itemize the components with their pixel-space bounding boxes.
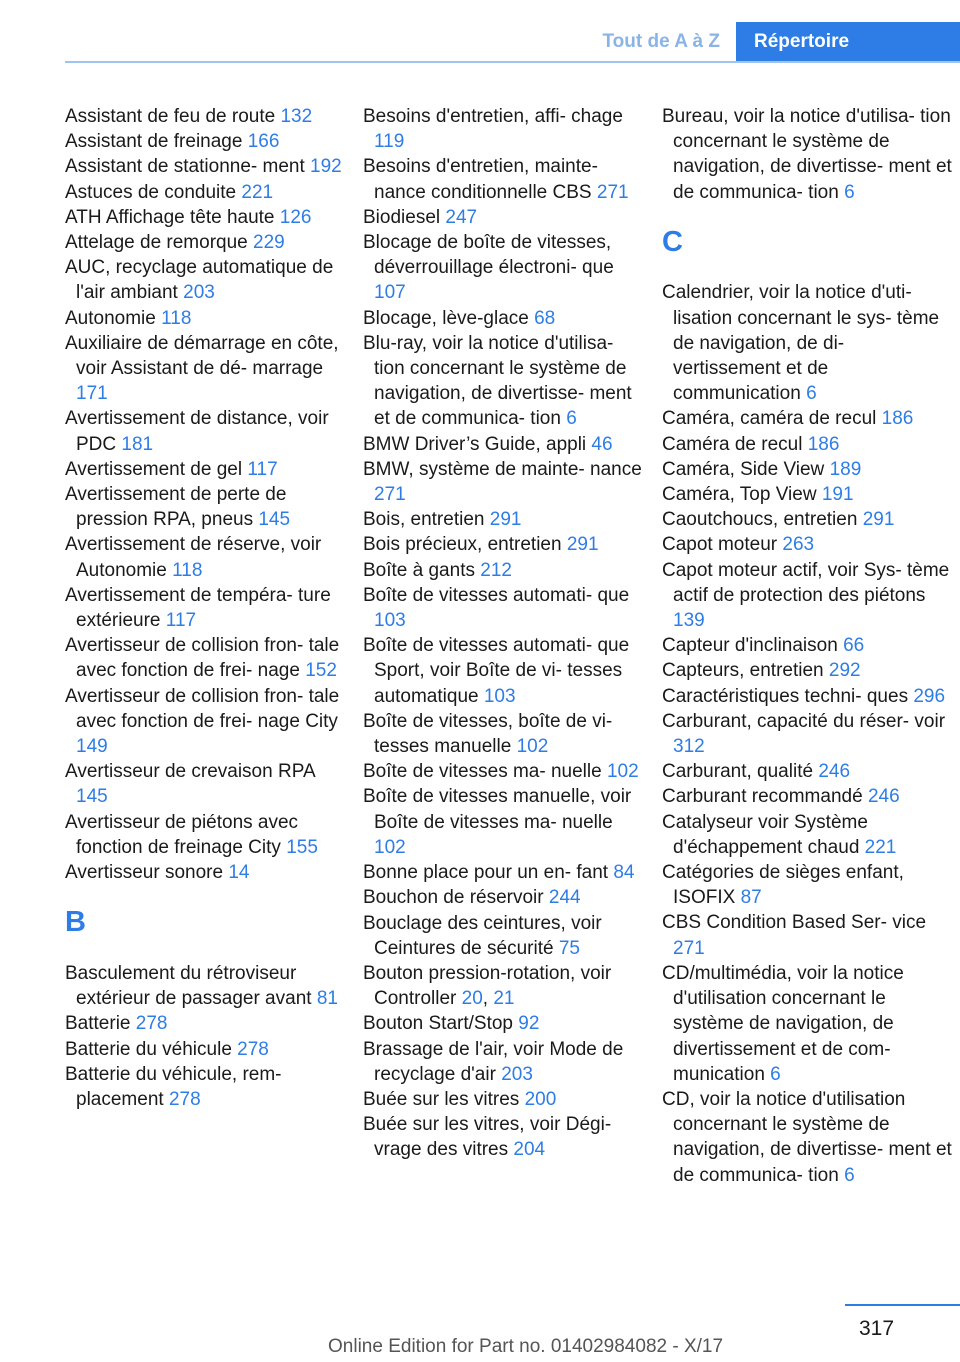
page-reference-link[interactable]: 87	[740, 887, 762, 909]
index-entry-text: Batterie	[65, 1013, 131, 1035]
page-reference-link[interactable]: 92	[518, 1013, 540, 1035]
index-entry-text: Brassage de l'air, voir Mode de recyclage d'air	[363, 1038, 624, 1085]
index-entry-text: Blocage de boîte de vitesses, déverrouillage électroni‐ que	[363, 232, 614, 279]
page-number: 317	[859, 1317, 895, 1340]
index-entry-text: Carburant, qualité	[662, 761, 814, 783]
page-reference-link[interactable]: 46	[591, 433, 613, 455]
index-letter-heading: C	[662, 225, 683, 258]
index-entry	[65, 482, 345, 532]
index-entry	[65, 230, 345, 255]
index-entry	[65, 255, 345, 305]
index-entry	[662, 507, 954, 532]
index-entry	[363, 1112, 643, 1162]
index-entry-text: Bureau, voir la notice d'utilisa‐ tion concernant le système de navigation, de divertisse‐ ment et de communica‐ tion	[662, 106, 952, 203]
index-entry-text: Capot moteur actif, voir Sys‐ tème actif de protection des piétons	[662, 559, 950, 606]
edition-footer: Online Edition for Part no. 01402984082 - X/17	[328, 1336, 724, 1357]
index-entry-text: Assistant de freinage	[65, 131, 243, 153]
page-reference-link[interactable]: 186	[881, 408, 914, 430]
index-entry-text: Caméra, Top View	[662, 484, 817, 506]
page-reference-link[interactable]: 119	[374, 131, 405, 153]
index-entry: Bouton pression-rotation, voir Controller 20, 21	[363, 962, 612, 1010]
page-reference-link[interactable]: 229	[253, 232, 285, 254]
page-reference-link[interactable]: 278	[237, 1038, 269, 1060]
index-entry-text: Avertissement de réserve, voir Autonomie	[65, 534, 322, 581]
index-entry-text: Bois précieux, entretien	[363, 534, 562, 556]
index-entry-text: Biodiesel	[363, 206, 441, 228]
index-entry	[363, 759, 643, 784]
page-reference-link[interactable]: 126	[279, 206, 312, 228]
index-entry	[65, 154, 345, 179]
index-entry-text: Assistant de stationne‐ ment	[65, 156, 305, 178]
index-entry	[363, 432, 643, 457]
index-entry-text: Astuces de conduite	[65, 181, 237, 203]
index-entry	[65, 1011, 345, 1036]
index-entry	[363, 860, 643, 885]
index-entry-text: BMW Driver’s Guide, appli	[363, 433, 587, 455]
index-entry-text: Besoins d'entretien, affi‐ chage	[363, 106, 623, 127]
page-reference-link[interactable]: 212	[480, 559, 512, 581]
index-entry-text: BMW, système de mainte‐ nance	[363, 458, 642, 480]
index-entry	[662, 961, 954, 1087]
index-entry-text: Avertissement de gel	[65, 458, 243, 480]
section-tabs	[586, 22, 960, 62]
page-reference-link[interactable]: 247	[445, 206, 478, 228]
index-entry-text: Blu-ray, voir la notice d'utilisa‐ tion concernant le système de navigation, de divertisse‐ ment et de communica‐ tion	[363, 332, 632, 430]
index-entry	[65, 961, 345, 1011]
page-reference-link[interactable]: 149	[76, 736, 108, 758]
page-reference-link[interactable]: 103	[483, 685, 516, 707]
index-entry-text: Carburant, capacité du réser‐ voir	[662, 710, 946, 732]
index-entry	[363, 583, 643, 633]
index-entry-text: Bouchon de réservoir	[363, 887, 544, 909]
index-entry	[363, 457, 643, 507]
page-reference-link[interactable]: 203	[501, 1063, 533, 1085]
page-reference-link[interactable]: 81	[316, 988, 338, 1010]
index-entry	[363, 784, 643, 860]
index-entry-text: Avertisseur de collision fron‐ tale avec fonction de frei‐ nage City	[65, 685, 340, 732]
index-entry-text: Avertissement de distance, voir PDC	[65, 408, 329, 455]
page-reference-link[interactable]: 291	[566, 534, 599, 556]
page-reference-link[interactable]: 102	[606, 761, 639, 783]
tab-repertoire[interactable]: Répertoire	[736, 22, 960, 62]
index-entry	[363, 1011, 643, 1036]
index-entry-text: CD/multimédia, voir la notice d'utilisation concernant le système de navigation, de divertissement et de com‐ munication	[662, 962, 904, 1085]
index-entry	[363, 633, 643, 709]
index-entry-text: Capot moteur	[662, 534, 778, 556]
index-entry	[662, 104, 954, 205]
index-entry	[363, 154, 643, 204]
index-entry	[65, 406, 345, 456]
index-entry-text: Buée sur les vitres, voir Dégi‐ vrage des vitres	[363, 1114, 612, 1161]
index-entry-text: Blocage, lève-glace	[363, 307, 529, 329]
index-entry-text: Bouton Start/Stop	[363, 1013, 513, 1035]
page-reference-link[interactable]: 181	[121, 433, 154, 455]
index-entry-text: Carburant recommandé	[662, 786, 863, 808]
index-entry-text: Boîte de vitesses manuelle, voir Boîte de vitesses ma‐ nuelle	[363, 786, 632, 833]
index-entry	[65, 104, 345, 129]
index-entry	[662, 280, 954, 406]
index-entry	[363, 558, 643, 583]
page-reference-link[interactable]: 6	[844, 181, 855, 203]
index-entry-text: Boîte de vitesses automati‐ que	[363, 584, 630, 606]
index-entry-text: Autonomie	[65, 307, 156, 329]
index-entry	[363, 911, 643, 961]
index-entry-text: Batterie du véhicule	[65, 1038, 232, 1060]
index-entry	[65, 684, 345, 760]
index-entry	[662, 406, 954, 431]
index-entry	[363, 306, 643, 331]
index-entry-text: Bois, entretien	[363, 509, 485, 531]
index-letter-heading: B	[65, 906, 86, 939]
index-column-2	[363, 104, 643, 1163]
index-entry-text: Boîte à gants	[363, 559, 475, 581]
page-reference-link[interactable]: 152	[305, 660, 337, 682]
index-entry	[65, 532, 345, 582]
page-reference-link[interactable]: 84	[613, 862, 635, 884]
index-entry-text: Avertissement de tempéra‐ ture extérieure	[65, 584, 331, 632]
index-entry-text: Boîte de vitesses automati‐ que Sport, voir Boîte de vi‐ tesses automatique	[363, 635, 630, 707]
index-entry	[65, 810, 345, 860]
index-entry-text: Buée sur les vitres	[363, 1088, 520, 1110]
page-reference-link[interactable]: 278	[168, 1088, 201, 1110]
index-entry-text: Caoutchoucs, entretien	[662, 509, 858, 531]
index-entry-text: CBS Condition Based Ser‐ vice	[662, 912, 927, 934]
index-entry-text: Assistant de feu de route	[65, 106, 276, 127]
index-entry-text: Bonne place pour un en‐ fant	[363, 862, 609, 884]
index-entry-text: Capteur d'inclinaison	[662, 635, 838, 657]
page-reference-link[interactable]: 171	[76, 383, 108, 405]
index-entry	[363, 104, 643, 154]
page-reference-link[interactable]: 192	[310, 156, 342, 178]
index-entry	[662, 910, 954, 960]
index-entry-text: CD, voir la notice d'utilisation concernant le système de navigation, de divertisse‐ ment et de communica‐ tion	[662, 1088, 952, 1186]
tab-tout-de-a-a-z[interactable]: Tout de A à Z	[586, 22, 736, 62]
index-entry-text: Boîte de vitesses, boîte de vi‐ tesses manuelle	[363, 710, 613, 758]
footer-rule	[845, 1304, 960, 1306]
index-entry	[65, 180, 345, 205]
index-column-1	[65, 104, 345, 1112]
index-entry-text: Caméra de recul	[662, 433, 803, 455]
index-entry	[65, 860, 345, 885]
index-entry	[65, 1062, 345, 1112]
index-entry-text: Auxiliaire de démarrage en côte, voir Assistant de dé‐ marrage	[65, 332, 339, 380]
page-reference-link[interactable]: 14	[228, 862, 250, 884]
page-reference-link[interactable]: 139	[673, 610, 705, 632]
page-reference-link[interactable]: 263	[782, 534, 815, 556]
index-entry-text: Besoins d'entretien, mainte‐ nance conditionnelle CBS	[363, 156, 598, 203]
page-reference-link[interactable]: 292	[828, 660, 861, 682]
index-entry-text: Capteurs, entretien	[662, 660, 824, 682]
page-reference-link[interactable]: 221	[241, 181, 274, 203]
index-entry-text: Avertissement de perte de pression RPA, pneus	[65, 484, 287, 531]
page-reference-link[interactable]: 166	[247, 131, 280, 153]
page-reference-link[interactable]: 271	[596, 181, 629, 203]
page-reference-link[interactable]: 189	[829, 458, 862, 480]
index-entry-text: Catalyseur voir Système d'échappement chaud	[662, 811, 868, 858]
index-entry	[662, 558, 954, 634]
page-reference-link[interactable]: 221	[864, 836, 897, 858]
page-reference-link[interactable]: 246	[867, 786, 900, 808]
index-entry-text: ATH Affichage tête haute	[65, 206, 275, 228]
index-entry	[363, 331, 643, 432]
index-entry	[662, 759, 954, 784]
index-entry-text: Avertisseur sonore	[65, 862, 224, 884]
index-entry	[65, 205, 345, 230]
header-divider	[65, 61, 960, 63]
page-reference-link[interactable]: 75	[558, 937, 580, 959]
index-entry-text: Caméra, Side View	[662, 458, 825, 480]
index-entry	[65, 129, 345, 154]
index-entry	[363, 532, 643, 557]
index-entry	[662, 658, 954, 683]
index-entry	[363, 230, 643, 306]
index-entry	[363, 1087, 643, 1112]
index-entry	[363, 709, 643, 759]
index-entry	[363, 1037, 643, 1087]
index-entry-text: Basculement du rétroviseur extérieur de passager avant	[65, 962, 312, 1010]
page-reference-link[interactable]: 200	[524, 1088, 557, 1110]
index-entry	[662, 532, 954, 557]
index-entry-text: Batterie du véhicule, rem‐ placement	[65, 1063, 282, 1110]
page-reference-link[interactable]: 20	[461, 988, 483, 1010]
index-entry-text: Bouton pression-rotation, voir Controller	[363, 962, 612, 1010]
index-entry	[65, 331, 345, 407]
page-reference-link[interactable]: 246	[818, 761, 851, 783]
page-reference-link[interactable]: 117	[165, 610, 197, 632]
index-entry-text: Avertisseur de crevaison RPA	[65, 761, 315, 783]
index-entry-text: Attelage de remorque	[65, 232, 248, 254]
page-reference-link[interactable]: 278	[135, 1013, 168, 1035]
index-entry	[662, 684, 954, 709]
page-reference-link[interactable]: 68	[534, 307, 556, 329]
page-reference-link[interactable]: 21	[493, 988, 515, 1010]
page-reference-link[interactable]: 118	[172, 559, 203, 581]
page-reference-link[interactable]: 191	[821, 484, 854, 506]
index-entry	[662, 709, 954, 759]
page-reference-link[interactable]: 6	[844, 1164, 855, 1186]
page-reference-link[interactable]: 291	[862, 509, 895, 531]
page-reference-link[interactable]: 204	[513, 1139, 546, 1161]
page-reference-link[interactable]: 145	[76, 786, 108, 808]
index-entry	[662, 810, 954, 860]
page-reference-link[interactable]: 145	[258, 509, 291, 531]
index-entry	[65, 306, 345, 331]
page-reference-link[interactable]: 103	[374, 610, 406, 632]
page-reference-link[interactable]: 6	[806, 383, 817, 405]
index-entry-text: Bouclage des ceintures, voir Ceintures de sécurité	[363, 912, 602, 959]
index-entry	[662, 860, 954, 910]
page-reference-link[interactable]: 6	[566, 408, 577, 430]
index-entry-text: Avertisseur de piétons avec fonction de freinage City	[65, 811, 299, 858]
index-entry	[662, 457, 954, 482]
page-reference-link[interactable]: 66	[843, 635, 865, 657]
index-entry	[65, 457, 345, 482]
page-reference-link[interactable]: 102	[374, 836, 406, 858]
index-entry-text: Calendrier, voir la notice d'uti‐ lisation concernant le sys‐ tème de navigation, de di‐ vertissement et de communication	[662, 282, 940, 405]
page-reference-link[interactable]: 271	[374, 484, 406, 506]
index-entry	[65, 759, 345, 809]
index-entry	[662, 432, 954, 457]
page-reference-link[interactable]: 186	[807, 433, 840, 455]
index-entry-text: Caméra, caméra de recul	[662, 408, 877, 430]
index-column-3	[662, 104, 954, 1188]
index-entry	[65, 633, 345, 683]
index-entry	[65, 583, 345, 633]
index-entry-text: Boîte de vitesses ma‐ nuelle	[363, 761, 602, 783]
page-reference-link[interactable]: 6	[770, 1063, 781, 1085]
index-entry	[662, 482, 954, 507]
index-entry	[662, 784, 954, 809]
page-reference-link[interactable]: 203	[183, 282, 215, 304]
page-reference-link[interactable]: 107	[374, 282, 406, 304]
index-entry-text: Catégories de sièges enfant, ISOFIX	[662, 862, 904, 909]
page-reference-link[interactable]: 296	[913, 685, 946, 707]
page-reference-link[interactable]: 118	[161, 307, 192, 329]
index-entry	[662, 633, 954, 658]
page-reference-link[interactable]: 312	[673, 736, 705, 758]
index-entry	[363, 507, 643, 532]
page-reference-link[interactable]: 271	[673, 937, 705, 959]
index-entry-text: Avertisseur de collision fron‐ tale avec fonction de frei‐ nage	[65, 635, 340, 682]
page-reference-link[interactable]: 102	[516, 736, 549, 758]
index-entry	[662, 1087, 954, 1188]
page-reference-link[interactable]: 132	[280, 106, 313, 127]
index-entry	[65, 1037, 345, 1062]
page-reference-link[interactable]: 291	[489, 509, 522, 531]
page-reference-link[interactable]: 155	[286, 836, 318, 858]
index-entry	[363, 205, 643, 230]
page-reference-link[interactable]: 244	[548, 887, 581, 909]
index-entry-text: Caractéristiques techni‐ ques	[662, 685, 909, 707]
page-reference-link[interactable]: 117	[247, 458, 278, 480]
index-entry	[363, 885, 643, 910]
index-entry-text: AUC, recyclage automatique de l'air ambiant	[65, 257, 334, 304]
